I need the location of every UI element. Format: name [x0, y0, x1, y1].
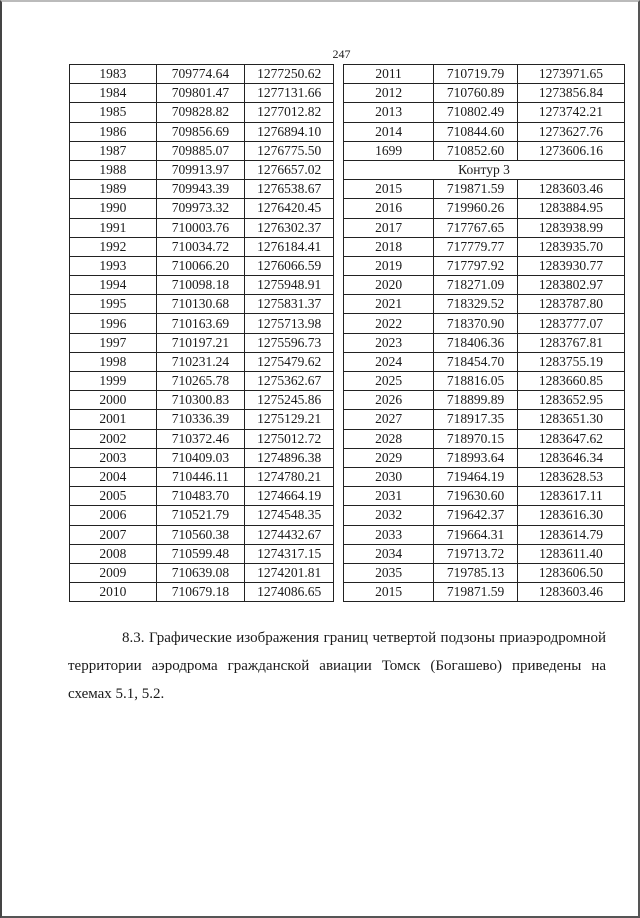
y-coordinate-cell: 1283938.99 — [517, 218, 624, 237]
y-coordinate-cell: 1273856.84 — [517, 84, 624, 103]
y-coordinate-cell: 1274896.38 — [245, 448, 334, 467]
table-row — [344, 487, 625, 506]
y-coordinate-cell: 1274780.21 — [245, 467, 334, 486]
point-number-cell: 2019 — [344, 256, 434, 275]
table-row — [70, 563, 334, 582]
point-number-cell: 1999 — [70, 372, 157, 391]
y-coordinate-cell: 1283930.77 — [517, 256, 624, 275]
point-number-cell: 2017 — [344, 218, 434, 237]
y-coordinate-cell: 1275012.72 — [245, 429, 334, 448]
x-coordinate-cell: 710409.03 — [156, 448, 245, 467]
x-coordinate-cell: 710066.20 — [156, 256, 245, 275]
point-number-cell: 2034 — [344, 544, 434, 563]
point-number-cell: 1994 — [70, 276, 157, 295]
point-number-cell: 1983 — [70, 65, 157, 84]
table-row — [70, 237, 334, 256]
point-number-cell: 2006 — [70, 506, 157, 525]
table-row — [70, 160, 334, 179]
table-row — [344, 237, 625, 256]
x-coordinate-cell: 710231.24 — [156, 352, 245, 371]
x-coordinate-cell: 718970.15 — [434, 429, 518, 448]
y-coordinate-cell: 1277012.82 — [245, 103, 334, 122]
y-coordinate-cell: 1276066.59 — [245, 256, 334, 275]
point-number-cell: 2023 — [344, 333, 434, 352]
x-coordinate-cell: 710639.08 — [156, 563, 245, 582]
point-number-cell: 2020 — [344, 276, 434, 295]
x-coordinate-cell: 710300.83 — [156, 391, 245, 410]
table-row — [70, 583, 334, 602]
y-coordinate-cell: 1283628.53 — [517, 467, 624, 486]
table-row — [70, 467, 334, 486]
y-coordinate-cell: 1283611.40 — [517, 544, 624, 563]
paragraph-text: 8.3. Графические изображения границ четвертой подзоны приаэродромной территории аэродрома гражданской авиации Томск (Богашево) приведены на схемах 5.1, 5.2. — [68, 630, 606, 702]
y-coordinate-cell: 1275245.86 — [245, 391, 334, 410]
x-coordinate-cell: 710802.49 — [434, 103, 518, 122]
x-coordinate-cell: 710483.70 — [156, 487, 245, 506]
point-number-cell: 2013 — [344, 103, 434, 122]
x-coordinate-cell: 719630.60 — [434, 487, 518, 506]
y-coordinate-cell: 1283646.34 — [517, 448, 624, 467]
y-coordinate-cell: 1276538.67 — [245, 180, 334, 199]
y-coordinate-cell: 1274317.15 — [245, 544, 334, 563]
y-coordinate-cell: 1283651.30 — [517, 410, 624, 429]
table-row — [344, 256, 625, 275]
point-number-cell: 2014 — [344, 122, 434, 141]
x-coordinate-cell: 719960.26 — [434, 199, 518, 218]
x-coordinate-cell: 709885.07 — [156, 141, 245, 160]
table-row — [344, 276, 625, 295]
y-coordinate-cell: 1275948.91 — [245, 276, 334, 295]
y-coordinate-cell: 1277131.66 — [245, 84, 334, 103]
table-row — [344, 391, 625, 410]
x-coordinate-cell: 710852.60 — [434, 141, 518, 160]
point-number-cell: 1990 — [70, 199, 157, 218]
table-row — [344, 333, 625, 352]
point-number-cell: 1989 — [70, 180, 157, 199]
point-number-cell: 2024 — [344, 352, 434, 371]
x-coordinate-cell: 710719.79 — [434, 65, 518, 84]
table-row — [344, 525, 625, 544]
y-coordinate-cell: 1275831.37 — [245, 295, 334, 314]
table-row — [70, 295, 334, 314]
table-row — [70, 103, 334, 122]
table-row — [344, 84, 625, 103]
y-coordinate-cell: 1283884.95 — [517, 199, 624, 218]
y-coordinate-cell: 1275479.62 — [245, 352, 334, 371]
y-coordinate-cell: 1275596.73 — [245, 333, 334, 352]
point-number-cell: 2035 — [344, 563, 434, 582]
y-coordinate-cell: 1283603.46 — [517, 180, 624, 199]
table-row — [344, 352, 625, 371]
y-coordinate-cell: 1283935.70 — [517, 237, 624, 256]
x-coordinate-cell: 709856.69 — [156, 122, 245, 141]
table-row — [70, 391, 334, 410]
point-number-cell: 1984 — [70, 84, 157, 103]
point-number-cell: 1991 — [70, 218, 157, 237]
page-number: 247 — [332, 47, 351, 61]
x-coordinate-cell: 719464.19 — [434, 467, 518, 486]
x-coordinate-cell: 709943.39 — [156, 180, 245, 199]
point-number-cell: 2027 — [344, 410, 434, 429]
table-row — [70, 218, 334, 237]
table-row — [70, 276, 334, 295]
point-number-cell: 2028 — [344, 429, 434, 448]
point-number-cell: 1993 — [70, 256, 157, 275]
x-coordinate-cell: 717779.77 — [434, 237, 518, 256]
y-coordinate-cell: 1274432.67 — [245, 525, 334, 544]
y-coordinate-cell: 1277250.62 — [245, 65, 334, 84]
x-coordinate-cell: 717797.92 — [434, 256, 518, 275]
x-coordinate-cell: 710265.78 — [156, 372, 245, 391]
y-coordinate-cell: 1283787.80 — [517, 295, 624, 314]
x-coordinate-cell: 710679.18 — [156, 583, 245, 602]
y-coordinate-cell: 1283777.07 — [517, 314, 624, 333]
x-coordinate-cell: 718271.09 — [434, 276, 518, 295]
table-row — [70, 199, 334, 218]
y-coordinate-cell: 1283755.19 — [517, 352, 624, 371]
x-coordinate-cell: 710130.68 — [156, 295, 245, 314]
table-row — [70, 506, 334, 525]
y-coordinate-cell: 1274548.35 — [245, 506, 334, 525]
x-coordinate-cell: 718370.90 — [434, 314, 518, 333]
point-number-cell: 2003 — [70, 448, 157, 467]
table-row — [344, 103, 625, 122]
point-number-cell: 2018 — [344, 237, 434, 256]
y-coordinate-cell: 1283652.95 — [517, 391, 624, 410]
x-coordinate-cell: 718816.05 — [434, 372, 518, 391]
y-coordinate-cell: 1283616.30 — [517, 506, 624, 525]
y-coordinate-cell: 1283647.62 — [517, 429, 624, 448]
point-number-cell: 2025 — [344, 372, 434, 391]
point-number-cell: 1997 — [70, 333, 157, 352]
table-row — [344, 467, 625, 486]
point-number-cell: 1985 — [70, 103, 157, 122]
y-coordinate-cell: 1283660.85 — [517, 372, 624, 391]
x-coordinate-cell: 717767.65 — [434, 218, 518, 237]
x-coordinate-cell: 710372.46 — [156, 429, 245, 448]
table-row — [70, 410, 334, 429]
x-coordinate-cell: 718329.52 — [434, 295, 518, 314]
table-row — [344, 295, 625, 314]
table-row — [344, 65, 625, 84]
y-coordinate-cell: 1276657.02 — [245, 160, 334, 179]
x-coordinate-cell: 719871.59 — [434, 180, 518, 199]
point-number-cell: 2002 — [70, 429, 157, 448]
x-coordinate-cell: 710599.48 — [156, 544, 245, 563]
point-number-cell: 1699 — [344, 141, 434, 160]
y-coordinate-cell: 1273971.65 — [517, 65, 624, 84]
y-coordinate-cell: 1275713.98 — [245, 314, 334, 333]
table-row — [70, 141, 334, 160]
x-coordinate-cell: 710446.11 — [156, 467, 245, 486]
table-row — [70, 256, 334, 275]
point-number-cell: 2005 — [70, 487, 157, 506]
x-coordinate-cell: 710034.72 — [156, 237, 245, 256]
table-row — [344, 506, 625, 525]
x-coordinate-cell: 718406.36 — [434, 333, 518, 352]
table-row — [70, 122, 334, 141]
section-paragraph — [68, 624, 606, 708]
table-row — [344, 429, 625, 448]
y-coordinate-cell: 1283767.81 — [517, 333, 624, 352]
table-row — [70, 314, 334, 333]
y-coordinate-cell: 1283614.79 — [517, 525, 624, 544]
y-coordinate-cell: 1273627.76 — [517, 122, 624, 141]
y-coordinate-cell: 1276302.37 — [245, 218, 334, 237]
y-coordinate-cell: 1276894.10 — [245, 122, 334, 141]
point-number-cell: 2021 — [344, 295, 434, 314]
point-number-cell: 2031 — [344, 487, 434, 506]
table-row — [70, 65, 334, 84]
x-coordinate-cell: 709913.97 — [156, 160, 245, 179]
point-number-cell: 2015 — [344, 583, 434, 602]
point-number-cell: 2004 — [70, 467, 157, 486]
table-row — [70, 180, 334, 199]
y-coordinate-cell: 1283603.46 — [517, 583, 624, 602]
table-row — [70, 525, 334, 544]
x-coordinate-cell: 719785.13 — [434, 563, 518, 582]
y-coordinate-cell: 1283617.11 — [517, 487, 624, 506]
point-number-cell: 2015 — [344, 180, 434, 199]
point-number-cell: 1992 — [70, 237, 157, 256]
x-coordinate-cell: 718917.35 — [434, 410, 518, 429]
y-coordinate-cell: 1283802.97 — [517, 276, 624, 295]
table-row — [70, 448, 334, 467]
table-row — [344, 141, 625, 160]
table-row — [344, 180, 625, 199]
point-number-cell: 1995 — [70, 295, 157, 314]
table-row — [70, 84, 334, 103]
x-coordinate-cell: 719664.31 — [434, 525, 518, 544]
contour-label: Контур 3 — [344, 160, 625, 179]
point-number-cell: 2012 — [344, 84, 434, 103]
x-coordinate-cell: 710560.38 — [156, 525, 245, 544]
x-coordinate-cell: 719871.59 — [434, 583, 518, 602]
x-coordinate-cell: 718454.70 — [434, 352, 518, 371]
x-coordinate-cell: 719642.37 — [434, 506, 518, 525]
table-row — [344, 448, 625, 467]
x-coordinate-cell: 709828.82 — [156, 103, 245, 122]
point-number-cell: 2029 — [344, 448, 434, 467]
x-coordinate-cell: 710336.39 — [156, 410, 245, 429]
x-coordinate-cell: 710003.76 — [156, 218, 245, 237]
coordinates-table-right — [343, 64, 625, 602]
y-coordinate-cell: 1274664.19 — [245, 487, 334, 506]
x-coordinate-cell: 710098.18 — [156, 276, 245, 295]
x-coordinate-cell: 709774.64 — [156, 65, 245, 84]
table-row — [344, 122, 625, 141]
x-coordinate-cell: 709801.47 — [156, 84, 245, 103]
x-coordinate-cell: 718899.89 — [434, 391, 518, 410]
point-number-cell: 1988 — [70, 160, 157, 179]
table-row — [344, 410, 625, 429]
y-coordinate-cell: 1276420.45 — [245, 199, 334, 218]
x-coordinate-cell: 710844.60 — [434, 122, 518, 141]
table-row — [344, 583, 625, 602]
point-number-cell: 1996 — [70, 314, 157, 333]
table-row — [344, 314, 625, 333]
x-coordinate-cell: 709973.32 — [156, 199, 245, 218]
y-coordinate-cell: 1274201.81 — [245, 563, 334, 582]
x-coordinate-cell: 710197.21 — [156, 333, 245, 352]
table-row — [70, 544, 334, 563]
x-coordinate-cell: 710760.89 — [434, 84, 518, 103]
point-number-cell: 2032 — [344, 506, 434, 525]
point-number-cell: 2001 — [70, 410, 157, 429]
point-number-cell: 2010 — [70, 583, 157, 602]
point-number-cell: 2030 — [344, 467, 434, 486]
table-row — [70, 372, 334, 391]
x-coordinate-cell: 718993.64 — [434, 448, 518, 467]
point-number-cell: 2026 — [344, 391, 434, 410]
x-coordinate-cell: 719713.72 — [434, 544, 518, 563]
coordinates-table-left — [69, 64, 334, 602]
point-number-cell: 2016 — [344, 199, 434, 218]
y-coordinate-cell: 1273606.16 — [517, 141, 624, 160]
point-number-cell: 2000 — [70, 391, 157, 410]
table-row — [70, 352, 334, 371]
point-number-cell: 1986 — [70, 122, 157, 141]
point-number-cell: 2008 — [70, 544, 157, 563]
y-coordinate-cell: 1275129.21 — [245, 410, 334, 429]
y-coordinate-cell: 1276775.50 — [245, 141, 334, 160]
x-coordinate-cell: 710521.79 — [156, 506, 245, 525]
table-row — [70, 429, 334, 448]
table-row — [70, 333, 334, 352]
point-number-cell: 2007 — [70, 525, 157, 544]
table-row — [70, 487, 334, 506]
y-coordinate-cell: 1273742.21 — [517, 103, 624, 122]
y-coordinate-cell: 1274086.65 — [245, 583, 334, 602]
point-number-cell: 1998 — [70, 352, 157, 371]
point-number-cell: 2033 — [344, 525, 434, 544]
table-row — [344, 218, 625, 237]
point-number-cell: 1987 — [70, 141, 157, 160]
y-coordinate-cell: 1276184.41 — [245, 237, 334, 256]
y-coordinate-cell: 1283606.50 — [517, 563, 624, 582]
table-row — [344, 563, 625, 582]
y-coordinate-cell: 1275362.67 — [245, 372, 334, 391]
contour-header-row — [344, 160, 625, 179]
point-number-cell: 2011 — [344, 65, 434, 84]
point-number-cell: 2022 — [344, 314, 434, 333]
table-row — [344, 199, 625, 218]
x-coordinate-cell: 710163.69 — [156, 314, 245, 333]
point-number-cell: 2009 — [70, 563, 157, 582]
table-row — [344, 544, 625, 563]
table-row — [344, 372, 625, 391]
